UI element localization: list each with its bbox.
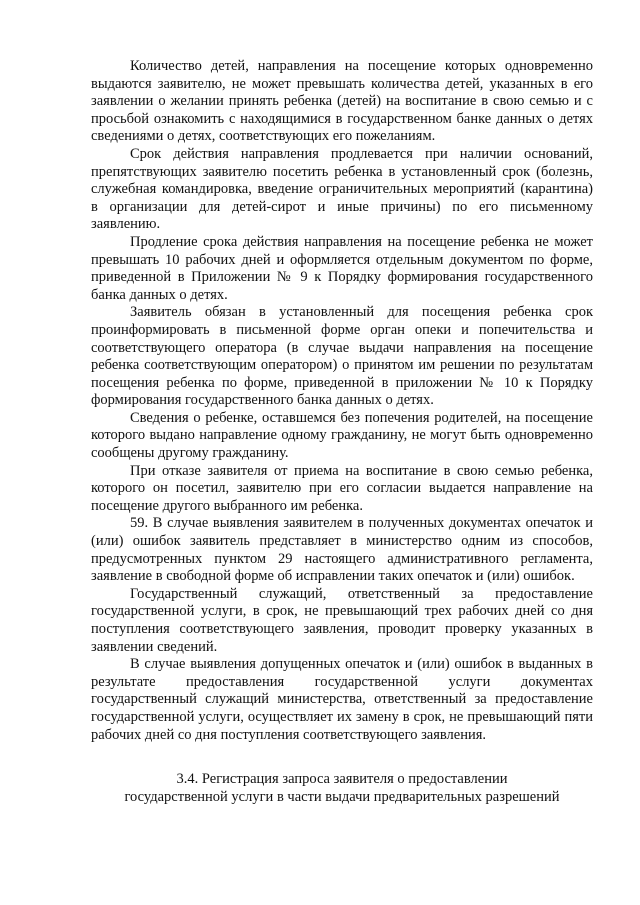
paragraph: Сведения о ребенке, оставшемся без попечения родителей, на посещение которого выдано направление одному гражданину, не могут быть одновременно сообщены другому гражданину. bbox=[91, 409, 593, 462]
paragraph: Заявитель обязан в установленный для посещения ребенка срок проинформировать в письменной форме орган опеки и попечительства и соответствующего оператора (в случае выдачи направления на посещение ребенка соответствующим оператором) о принятом им решении по результатам посещения ребенка по форме, приведенной в приложении № 10 к Порядку формирования государственного банка данных о детях. bbox=[91, 304, 593, 409]
document-body bbox=[91, 58, 593, 744]
section-heading-line-2: государственной услуги в части выдачи предварительных разрешений bbox=[124, 789, 560, 805]
paragraph: Количество детей, направления на посещение которых одновременно выдаются заявителю, не может превышать количества детей, указанных в его заявлении о желании принять ребенка (детей) на воспитание в свою семью и с просьбой ознакомить с находящимися в государственном банке данных о детях сведениями о детях, соответствующих его пожеланиям. bbox=[91, 58, 593, 145]
paragraph: Государственный служащий, ответственный за предоставление государственной услуги, в срок, не превышающий трех рабочих дней со дня поступления соответствующего заявления, проводит проверку указанных в заявлении сведений. bbox=[91, 585, 593, 655]
paragraph: В случае выявления допущенных опечаток и (или) ошибок в выданных в результате предоставления государственной услуги документах государственный служащий министерства, ответственный за предоставление государственной услуги, осуществляет их замену в срок, не превышающий пяти рабочих дней со дня поступления соответствующего заявления. bbox=[91, 656, 593, 743]
paragraph: Продление срока действия направления на посещение ребенка не может превышать 10 рабочих дней и оформляется отдельным документом по форме, приведенной в Приложении № 9 к Порядку формирования государственного банка данных о детях. bbox=[91, 233, 593, 303]
paragraph-item-59: 59. В случае выявления заявителем в полученных документах опечаток и (или) ошибок заявитель представляет в министерство одним из способов, предусмотренных пунктом 29 настоящего административного регламента, заявление в свободной форме об исправлении таких опечаток и (или) ошибок. bbox=[91, 515, 593, 585]
paragraph: Срок действия направления продлевается при наличии оснований, препятствующих заявителю посетить ребенка в установленный срок (болезнь, служебная командировка, введение ограничительных мероприятий (карантина) в организации для детей-сирот и иные причины) по его письменному заявлению. bbox=[91, 145, 593, 233]
section-heading bbox=[91, 770, 593, 806]
paragraph: При отказе заявителя от приема на воспитание в свою семью ребенка, которого он посетил, заявителю при его согласии выдается направление на посещение другого выбранного им ребенка. bbox=[91, 462, 593, 514]
section-heading-line-1: 3.4. Регистрация запроса заявителя о предоставлении bbox=[176, 771, 508, 787]
